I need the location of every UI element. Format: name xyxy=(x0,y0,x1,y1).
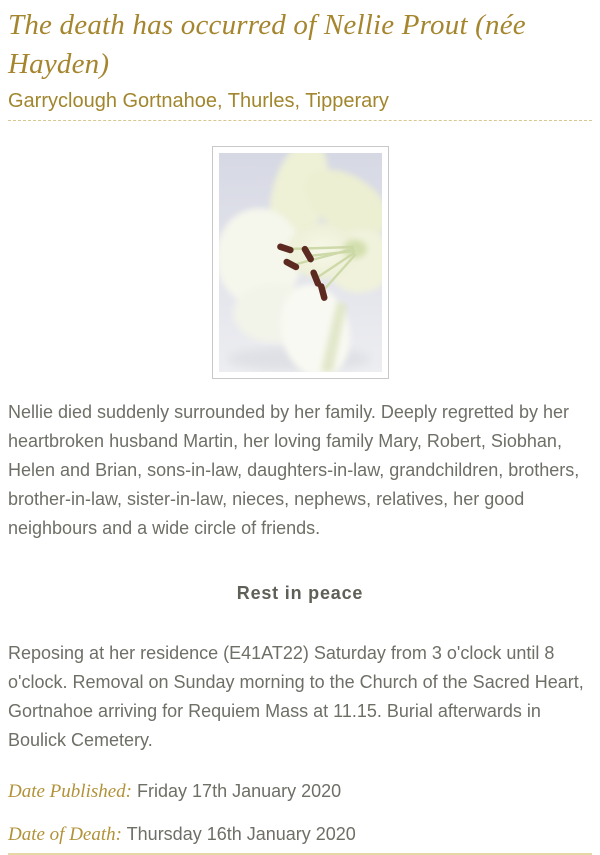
lily-photo xyxy=(219,153,382,372)
rest-in-peace-text: Rest in peace xyxy=(236,583,364,603)
date-published-label: Date Published: xyxy=(8,781,133,802)
date-of-death-value: Thursday 16th January 2020 xyxy=(126,824,356,844)
location-subtitle: Garryclough Gortnahoe, Thurles, Tipperary xyxy=(8,90,389,112)
obituary-paragraph: Nellie died suddenly surrounded by her family. Deeply regretted by her heartbroken husband Martin, her loving family Mary, Robert, Siobhan, Helen and Brian, sons-in-law, daughters-in-law, grandchildren, brothers, brother-in-law, sister-in-law, nieces, nephews, relatives, her good neighbours and a wide circle of friends. xyxy=(8,402,580,538)
date-of-death-label: Date of Death: xyxy=(8,824,122,845)
memorial-photo-section xyxy=(8,146,592,379)
date-published-value: Friday 17th January 2020 xyxy=(137,781,342,801)
date-published-line xyxy=(8,779,592,804)
header-divider xyxy=(8,120,592,121)
funeral-arrangements-paragraph: Reposing at her residence (E41AT22) Saturday from 3 o'clock until 8 o'clock. Removal on Sunday morning to the Church of the Sacred Heart, Gortnahoe arriving for Requiem Mass at 11.15. Burial afterwards in Boulick Cemetery. xyxy=(8,643,584,750)
memorial-photo-frame xyxy=(212,146,389,379)
page-title: The death has occurred of Nellie Prout (née Hayden) xyxy=(8,9,526,80)
